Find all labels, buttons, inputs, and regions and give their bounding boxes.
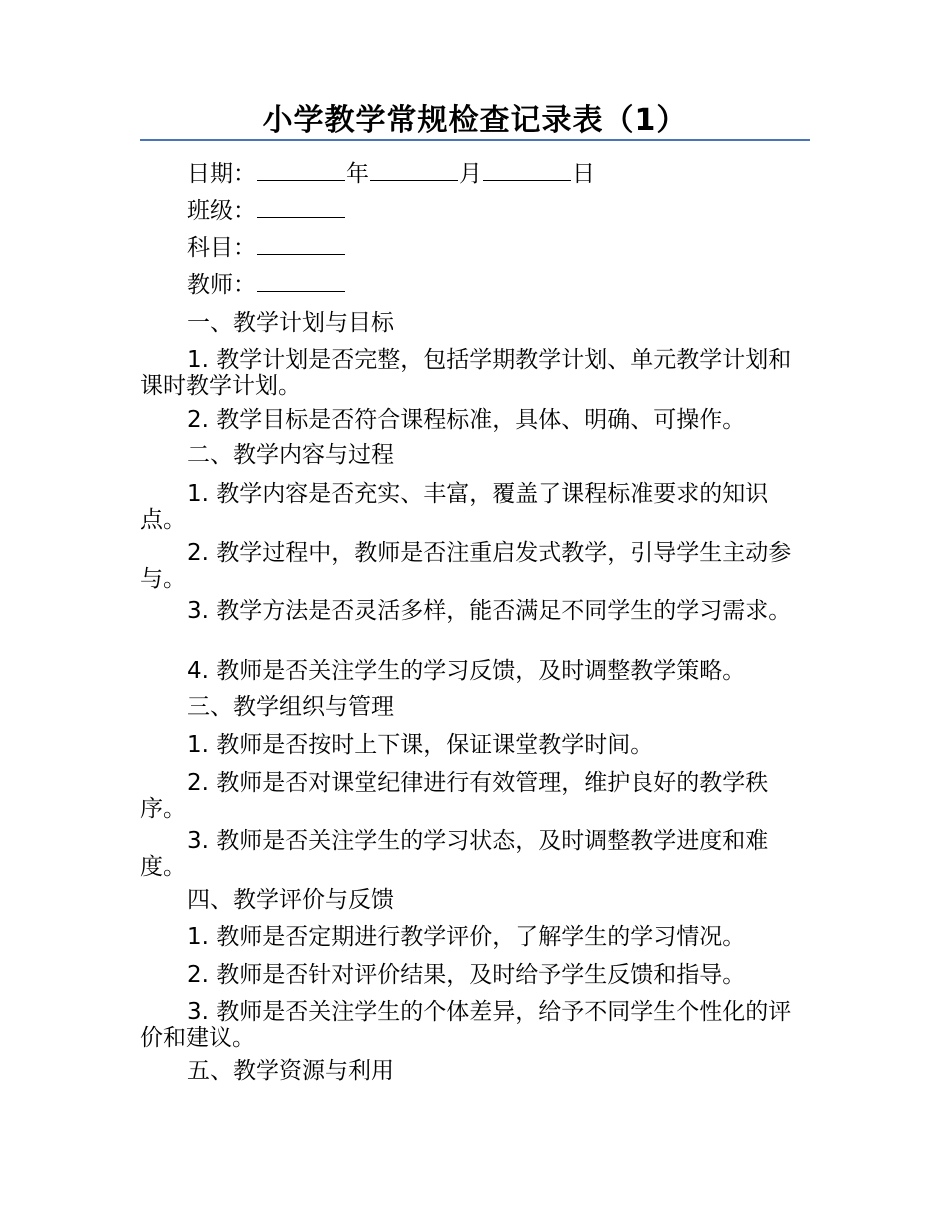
section-heading: 二、教学内容与过程: [187, 442, 394, 468]
document-title: 小学教学常规检查记录表（1）: [262, 103, 688, 138]
section-heading: 一、教学计划与目标: [187, 310, 394, 336]
day-unit: 日: [572, 161, 595, 187]
subject-field: [187, 233, 346, 263]
month-blank: [370, 160, 458, 181]
checklist-item: 2. 教师是否针对评价结果，及时给予学生反馈和指导。: [187, 962, 746, 988]
checklist-item: 1. 教学计划是否完整，包括学期教学计划、单元教学计划和课时教学计划。: [140, 347, 792, 399]
checklist-item: 2. 教学目标是否符合课程标准，具体、明确、可操作。: [187, 407, 746, 433]
checklist-item: 1. 教学内容是否充实、丰富，覆盖了课程标准要求的知识点。: [140, 481, 769, 533]
day-blank: [483, 160, 571, 181]
subject-blank: [257, 234, 345, 255]
checklist-item: 4. 教师是否关注学生的学习反馈，及时调整教学策略。: [187, 658, 746, 684]
checklist-item: 3. 教学方法是否灵活多样，能否满足不同学生的学习需求。: [187, 598, 792, 624]
section-heading: 四、教学评价与反馈: [187, 887, 394, 913]
checklist-item: 2. 教学过程中，教师是否注重启发式教学，引导学生主动参与。: [140, 540, 792, 592]
date-label: 日期：: [187, 161, 256, 187]
checklist-item: 1. 教师是否定期进行教学评价，了解学生的学习情况。: [187, 924, 746, 950]
section-heading: 三、教学组织与管理: [187, 694, 394, 720]
month-unit: 月: [459, 161, 482, 187]
class-blank: [257, 197, 345, 218]
date-field: [187, 159, 595, 189]
checklist-item: 3. 教师是否关注学生的个体差异，给予不同学生个性化的评价和建议。: [140, 999, 792, 1051]
teacher-label: 教师：: [187, 272, 256, 298]
class-label: 班级：: [187, 198, 256, 224]
checklist-item: 1. 教师是否按时上下课，保证课堂教学时间。: [187, 732, 654, 758]
title-underline: [140, 139, 810, 141]
year-unit: 年: [346, 161, 369, 187]
section-heading: 五、教学资源与利用: [187, 1058, 394, 1084]
teacher-field: [187, 270, 346, 300]
checklist-item: 3. 教师是否关注学生的学习状态，及时调整教学进度和难度。: [140, 828, 769, 880]
year-blank: [257, 160, 345, 181]
checklist-item: 2. 教师是否对课堂纪律进行有效管理，维护良好的教学秩序。: [140, 770, 769, 822]
subject-label: 科目：: [187, 235, 256, 261]
teacher-blank: [257, 271, 345, 292]
class-field: [187, 196, 346, 226]
